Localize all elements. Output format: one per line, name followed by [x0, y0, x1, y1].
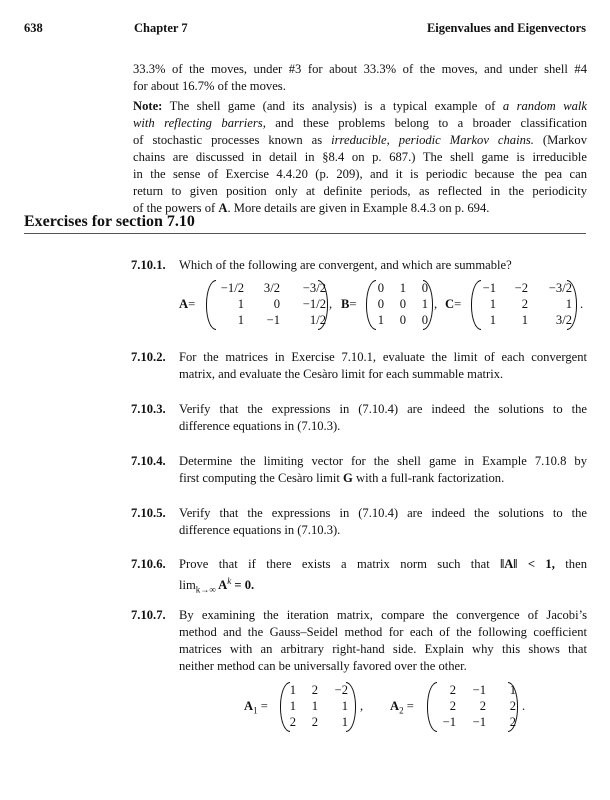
matrix-symbol: A	[218, 201, 228, 215]
matrix-cell: 2	[289, 715, 296, 729]
exercise-7-10-7	[131, 607, 587, 675]
matrix-cell: −1	[482, 281, 496, 295]
matrix-label-a1	[244, 699, 268, 716]
matrix-label-text: A	[179, 297, 189, 311]
matrix-cell: 1	[489, 313, 496, 327]
matrix-label-text: B	[341, 297, 350, 311]
matrix-cell: 1	[521, 313, 528, 327]
exercise-text: Verify that the expressions in (7.10.4) are indeed the solutions to the	[179, 506, 587, 520]
note-text: The shell game (and its analysis) is a typical example of	[169, 99, 503, 113]
exercise-text-part: Prove that if there exists a matrix norm such that	[179, 557, 501, 571]
exercise-text: Verify that the expressions in (7.10.4) are indeed the solutions to the	[179, 402, 587, 416]
matrix-cell: 2	[449, 699, 456, 713]
exercise-number: 7.10.2.	[131, 350, 166, 364]
exercise-text: Which of the following are convergent, and which are summable?	[179, 258, 512, 272]
matrix-cell: 1	[399, 281, 406, 295]
matrix-label-a2	[390, 699, 414, 716]
note-text: and these problems belong to a broader classification	[265, 116, 587, 130]
note-text: of stochastic processes known as	[133, 133, 332, 147]
note-line-4: chains are discussed in detail in §8.4 on p. 687.) The shell game is irreducible	[133, 150, 587, 164]
note-emphasis: with reflecting barriers,	[133, 116, 266, 130]
matrix-b	[372, 281, 428, 328]
matrix-cell: 2	[449, 683, 456, 697]
comma: ,	[360, 699, 364, 713]
exercise-number: 7.10.6.	[131, 557, 166, 571]
matrix-subscript: 2	[399, 705, 404, 716]
note-line-2	[133, 115, 587, 132]
matrix-cell: 1	[289, 683, 296, 697]
right-paren	[567, 280, 577, 330]
page-header	[24, 21, 586, 39]
matrix-cell: 1	[311, 699, 318, 713]
exercise-text-part: then	[554, 557, 587, 571]
section-rule	[24, 233, 586, 234]
note-line-3	[133, 132, 587, 149]
exercise-text-part: first computing the Cesàro limit	[179, 471, 344, 485]
matrix-cell: 2	[311, 715, 318, 729]
exercise-text	[179, 573, 587, 599]
exercise-text: By examining the iteration matrix, compare the convergence of Jacobi’s	[179, 608, 587, 622]
matrix-cell: 2	[521, 297, 528, 311]
matrix-cell: −3/2	[302, 281, 326, 295]
matrix-cell: 2	[479, 699, 486, 713]
note-text: (Markov	[533, 133, 587, 147]
lim-operator: lim	[179, 578, 196, 593]
exercise-text: difference equations in (7.10.3).	[179, 523, 341, 537]
exercise-text: Determine the limiting vector for the shell game in Example 7.10.8 by	[179, 454, 587, 468]
note-emphasis: a random walk	[502, 99, 588, 113]
matrix-symbol: G	[343, 471, 353, 485]
period: .	[580, 297, 584, 311]
matrix-label-text: C	[445, 297, 455, 311]
exercise-number: 7.10.4.	[131, 454, 166, 468]
matrix-cell: −2	[514, 281, 528, 295]
exercise-text: For the matrices in Exercise 7.10.1, evaluate the limit of each convergent	[179, 350, 587, 364]
lim-subscript: k→∞	[195, 584, 216, 595]
matrix-cell: 1	[237, 313, 244, 327]
note-text: of the powers of	[133, 201, 219, 215]
matrix-c	[476, 281, 572, 328]
exercise-7-10-5	[131, 505, 587, 539]
chapter-label: Chapter 7	[134, 21, 188, 35]
matrix-cell: 0	[421, 313, 428, 327]
exercise-text: matrices with an arbitrary right-hand side. Explain why this shows that	[179, 642, 587, 656]
matrix-cell: 1	[341, 699, 348, 713]
matrix-cell: −2	[334, 683, 348, 697]
comma: ,	[434, 297, 438, 311]
matrix-cell: 0	[377, 281, 384, 295]
matrix-cell: 1	[289, 699, 296, 713]
matrix-cell: 1	[489, 297, 496, 311]
exercise-number: 7.10.5.	[131, 506, 166, 520]
matrix-label-text: A	[390, 699, 400, 713]
right-paren	[508, 682, 518, 732]
running-title: Eigenvalues and Eigenvectors	[426, 21, 586, 35]
intro-line-2: for about 16.7% of the moves.	[133, 79, 286, 93]
exercise-number: 7.10.3.	[131, 402, 166, 416]
power-superscript: k	[227, 576, 232, 586]
matrix-cell: 0	[399, 297, 406, 311]
equals-sign: =	[406, 699, 414, 713]
exercise-text	[179, 556, 587, 573]
matrix-subscript: 1	[253, 705, 258, 716]
exercise-7-10-6	[131, 556, 587, 599]
matrix-cell: 2	[311, 683, 318, 697]
matrix-cell: 0	[399, 313, 406, 327]
exercise-text-part: with a full-rank factorization.	[352, 471, 505, 485]
matrix-cell: −1	[442, 715, 456, 729]
matrices-a1-a2	[0, 679, 610, 735]
matrix-cell: −1/2	[302, 297, 326, 311]
intro-line-1: 33.3% of the moves, under #3 for about 33.3% of the moves, and under shell #4	[133, 62, 587, 76]
right-paren	[318, 280, 328, 330]
matrix-cell: 2	[509, 699, 516, 713]
exercise-7-10-1	[131, 257, 587, 274]
exercise-text: difference equations in (7.10.3).	[179, 419, 341, 433]
matrix-cell: 1	[341, 715, 348, 729]
matrix-cell: 1	[377, 313, 384, 327]
note-line-5: in the sense of Exercise 4.4.20 (p. 209), and it is periodic because the pea can	[133, 167, 587, 181]
right-paren	[346, 682, 356, 732]
equals-sign: =	[260, 699, 268, 713]
note-text: . More details are given in Example 8.4.3 on p. 694.	[227, 201, 490, 215]
matrix-cell: −1	[266, 313, 280, 327]
exercise-7-10-3	[131, 401, 587, 435]
exercise-text: method and the Gauss–Seidel method for each of the following coefficient	[179, 625, 587, 639]
zero-expression: = 0.	[231, 578, 255, 593]
intro-paragraph	[133, 61, 587, 95]
equals-sign: =	[188, 297, 196, 311]
right-paren	[423, 280, 433, 330]
matrix-cell: 0	[377, 297, 384, 311]
equals-sign: =	[454, 297, 462, 311]
note-emphasis: irreducible, periodic Markov chains.	[331, 133, 534, 147]
matrix-cell: 1	[421, 297, 428, 311]
comma: ,	[329, 297, 333, 311]
matrix-cell: 2	[509, 715, 516, 729]
matrix-label-c	[445, 297, 461, 312]
matrix-cell: −1	[472, 683, 486, 697]
matrix-a	[214, 281, 326, 328]
matrix-cell: 1	[565, 297, 572, 311]
matrix-cell: 3/2	[263, 281, 280, 295]
exercise-number: 7.10.7.	[131, 608, 166, 622]
matrix-a2	[432, 683, 516, 730]
matrix-label-b	[341, 297, 357, 312]
exercise-text	[179, 470, 587, 487]
matrix-cell: −3/2	[548, 281, 572, 295]
matrix-cell: 0	[421, 281, 428, 295]
matrix-cell: 3/2	[555, 313, 572, 327]
norm-expression: ‖A‖ < 1,	[500, 557, 555, 571]
exercise-7-10-4	[131, 453, 587, 487]
matrix-symbol: A	[215, 578, 228, 593]
matrix-label-a	[179, 297, 195, 312]
matrix-cell: 1	[509, 683, 516, 697]
note-label: Note:	[133, 99, 163, 113]
matrix-label-text: A	[244, 699, 254, 713]
matrix-cell: 1	[237, 297, 244, 311]
matrices-abc	[0, 277, 610, 333]
note-paragraph	[133, 98, 587, 217]
period: .	[522, 699, 526, 713]
matrix-a1	[286, 683, 348, 730]
exercise-text: matrix, and evaluate the Cesàro limit for each summable matrix.	[179, 367, 504, 381]
equals-sign: =	[349, 297, 357, 311]
section-title: Exercises for section 7.10	[24, 213, 195, 230]
exercise-7-10-2	[131, 349, 587, 383]
matrix-cell: −1/2	[220, 281, 244, 295]
matrix-cell: 0	[273, 297, 280, 311]
matrix-cell: 1/2	[309, 313, 326, 327]
note-line-7	[133, 200, 587, 217]
page-number: 638	[24, 21, 43, 35]
note-line-1	[133, 98, 587, 115]
note-line-6: return to given position only at definite periods, as reflected in the periodicity	[133, 184, 587, 198]
matrix-cell: −1	[472, 715, 486, 729]
exercise-number: 7.10.1.	[131, 258, 166, 272]
exercise-text: neither method can be universally favored over the other.	[179, 659, 467, 673]
